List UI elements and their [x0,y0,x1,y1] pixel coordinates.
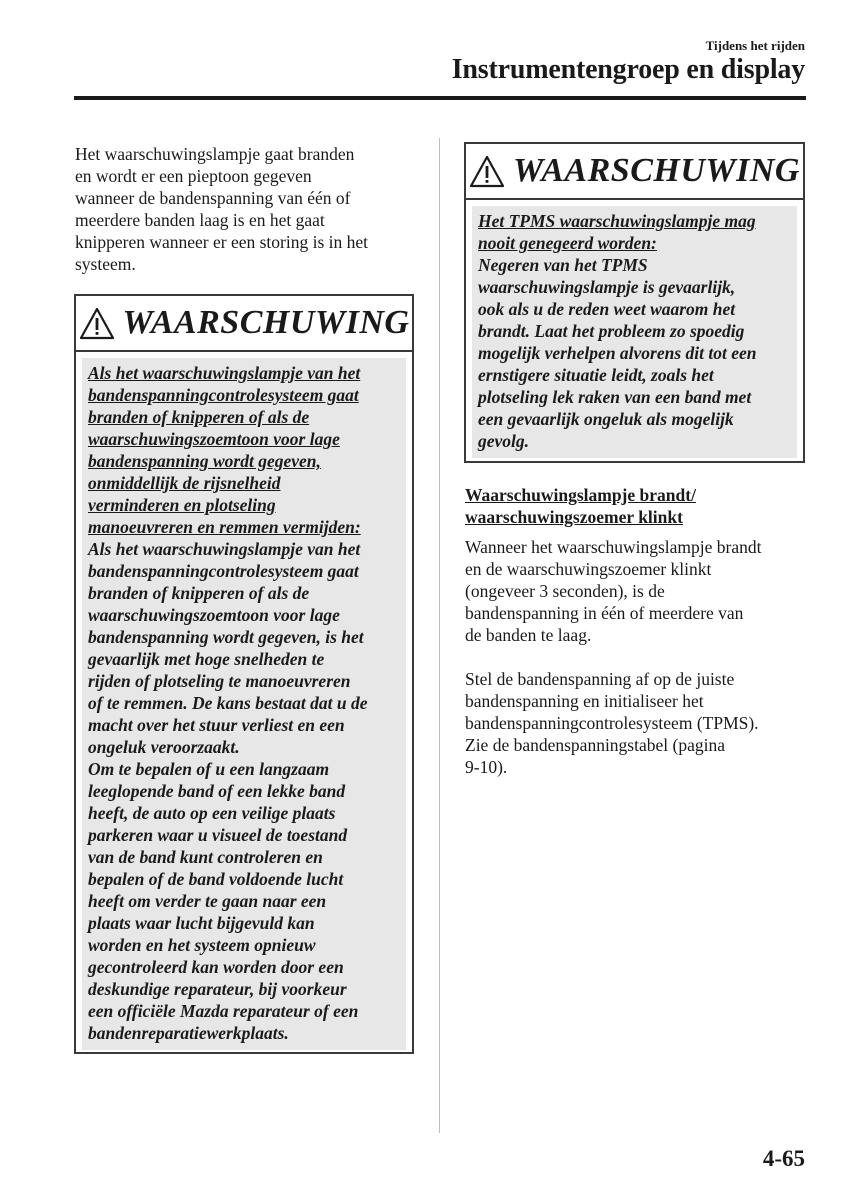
text-line: 9-10). [465,757,508,777]
section-subheading [465,484,805,528]
text-line: rijden of plotseling te manoeuvreren [88,671,351,691]
text-line: of te remmen. De kans bestaat dat u de [88,693,368,713]
text-line: Wanneer het waarschuwingslampje brandt [465,537,762,557]
text-line: ongeluk veroorzaakt. [88,737,240,757]
text-line: Het TPMS waarschuwingslampje mag [478,211,756,231]
text-line: bandenspanning wordt gegeven, is het [88,627,364,647]
intro-paragraph [75,143,420,275]
warning-lead [88,362,400,538]
text-line: waarschuwingszoemtoon voor lage [88,605,340,625]
text-line: mogelijk verhelpen alvorens dit tot een [478,343,757,363]
header-rule [74,96,806,100]
page-title: Instrumentengroep en display [451,54,805,85]
text-line: bandenspanningcontrolesysteem (TPMS). [465,713,759,733]
text-line: gecontroleerd kan worden door een [88,957,344,977]
text-line: Negeren van het TPMS [478,255,648,275]
text-line: Als het waarschuwingslampje van het [88,363,361,383]
text-line: parkeren waar u visueel de toestand [88,825,348,845]
text-line: macht over het stuur verliest en een [88,715,345,735]
warning-triangle-icon [469,155,505,188]
text-line: knipperen wanneer er een storing is in het [75,232,369,252]
text-line: bandenreparatiewerkplaats. [88,1023,289,1043]
text-line: Als het waarschuwingslampje van het [88,539,361,559]
text-line: gevolg. [478,431,530,451]
text-line: bandenspanningcontrolesysteem gaat [88,561,359,581]
warning-box-tpms-ignore [464,142,805,463]
text-line: bandenspanningcontrolesysteem gaat [88,385,359,405]
text-line: waarschuwingszoemtoon voor lage [88,429,340,449]
text-line: branden of knipperen of als de [88,407,310,427]
text-line: bandenspanning wordt gegeven, [88,451,321,471]
text-line: systeem. [75,254,136,274]
text-line: waarschuwingszoemer klinkt [465,507,683,527]
paragraph-warning-light [465,536,810,646]
paragraph-adjust-pressure [465,668,810,778]
text-line: verminderen en plotseling [88,495,276,515]
warning-body [472,206,797,458]
warning-text [478,254,791,452]
text-line: worden en het systeem opnieuw [88,935,316,955]
text-line: Het waarschuwingslampje gaat branden [75,144,355,164]
text-line: en wordt er een pieptoon gegeven [75,166,312,186]
text-line: een officiële Mazda reparateur of een [88,1001,359,1021]
text-line: en de waarschuwingszoemer klinkt [465,559,712,579]
text-line: onmiddellijk de rijsnelheid [88,473,281,493]
warning-box-tpms-flash [74,294,414,1054]
text-line: (ongeveer 3 seconden), is de [465,581,665,601]
text-line: Waarschuwingslampje brandt/ [465,485,696,505]
warning-triangle-icon [79,307,115,340]
text-line: brandt. Laat het probleem zo spoedig [478,321,745,341]
text-line: plaats waar lucht bijgevuld kan [88,913,315,933]
warning-body [82,358,406,1050]
text-line: ook als u de reden weet waarom het [478,299,736,319]
text-line: Om te bepalen of u een langzaam [88,759,330,779]
warning-title: WAARSCHUWING [513,152,800,189]
text-line: Stel de bandenspanning af op de juiste [465,669,735,689]
text-line: waarschuwingslampje is gevaarlijk, [478,277,736,297]
text-line: bandenspanning in één of meerdere van [465,603,744,623]
text-line: leeglopende band of een lekke band [88,781,346,801]
text-line: wanneer de bandenspanning van één of [75,188,351,208]
text-line: heeft, de auto op een veilige plaats [88,803,336,823]
text-line: heeft om verder te gaan naar een [88,891,327,911]
text-line: plotseling lek raken van een band met [478,387,752,407]
warning-lead [478,210,791,254]
text-line: branden of knipperen of als de [88,583,310,603]
column-divider [439,138,440,1133]
section-label: Tijdens het rijden [705,38,805,53]
text-line: Zie de bandenspanningstabel (pagina [465,735,725,755]
text-line: meerdere banden laag is en het gaat [75,210,325,230]
text-line: nooit genegeerd worden: [478,233,657,253]
text-line: bandenspanning en initialiseer het [465,691,704,711]
text-line: deskundige reparateur, bij voorkeur [88,979,347,999]
text-line: een gevaarlijk ongeluk als mogelijk [478,409,734,429]
warning-header [466,144,803,200]
warning-text [88,538,400,1044]
text-line: gevaarlijk met hoge snelheden te [88,649,325,669]
page-number: 4-65 [762,1146,805,1171]
text-line: bepalen of de band voldoende lucht [88,869,344,889]
text-line: de banden te laag. [465,625,592,645]
warning-header [76,296,412,352]
text-line: van de band kunt controleren en [88,847,323,867]
text-line: ernstigere situatie leidt, zoals het [478,365,714,385]
warning-title: WAARSCHUWING [122,304,410,341]
text-line: manoeuvreren en remmen vermijden: [88,517,361,537]
